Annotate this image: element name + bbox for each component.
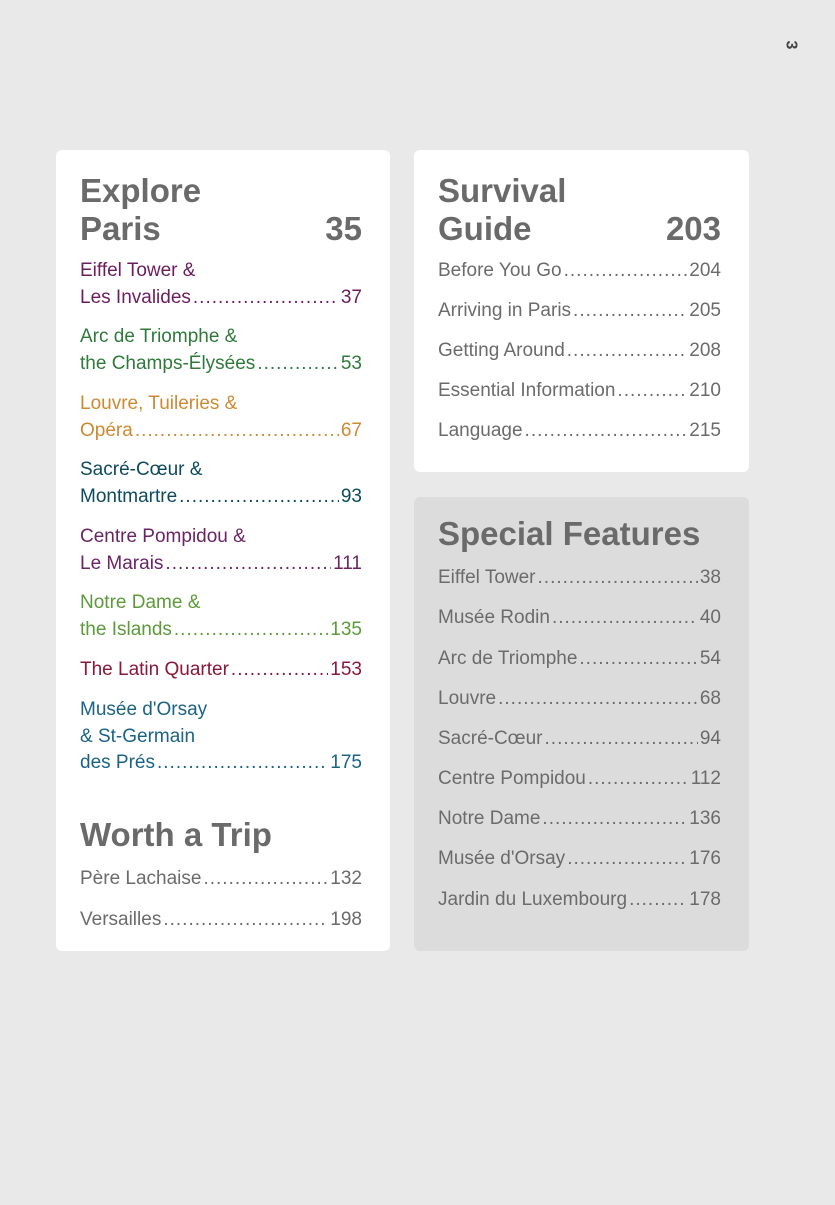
entry-page: 40 — [699, 607, 721, 628]
toc-entry-latin-quarter[interactable] — [80, 657, 362, 684]
entry-label: Language — [438, 420, 523, 441]
worth-a-trip-title: Worth a Trip — [80, 816, 272, 853]
entry-label: Eiffel Tower — [438, 567, 536, 588]
survival-heading[interactable] — [438, 172, 721, 248]
entry-page: 37 — [340, 286, 362, 308]
worth-a-trip-heading — [80, 816, 362, 854]
toc-entry-feature-pompidou[interactable] — [438, 766, 721, 793]
toc-entry-feature-louvre[interactable] — [438, 686, 721, 713]
entry-label: Louvre — [438, 688, 497, 709]
toc-entry-louvre-opera[interactable] — [80, 391, 362, 444]
toc-entry-eiffel-invalides[interactable] — [80, 258, 362, 311]
toc-entry-feature-rodin[interactable] — [438, 605, 721, 632]
entry-label-line2: the Champs-Élysées — [80, 352, 256, 374]
toc-entry-before-you-go[interactable] — [438, 258, 721, 285]
entry-page: 67 — [340, 419, 362, 441]
toc-entry-orsay-st-germain[interactable] — [80, 697, 362, 777]
entry-page: 136 — [689, 808, 721, 829]
toc-entry-feature-orsay[interactable] — [438, 846, 721, 873]
toc-entry-feature-arc[interactable] — [438, 646, 721, 673]
entry-label-line1: Musée d'Orsay — [80, 699, 208, 720]
explore-heading-line2: Paris — [80, 210, 161, 247]
toc-entry-pere-lachaise[interactable] — [80, 866, 362, 893]
entry-page: 112 — [690, 768, 721, 789]
page-number: 3 — [782, 40, 800, 50]
special-features-heading — [438, 515, 721, 553]
entry-label: Versailles — [80, 909, 162, 930]
entry-page: 53 — [340, 352, 362, 374]
entry-page: 111 — [333, 552, 362, 574]
survival-heading-line1: Survival — [438, 172, 567, 209]
entry-page: 208 — [689, 340, 721, 361]
special-features-card — [414, 497, 749, 951]
entry-label-line2: the Islands — [80, 618, 172, 640]
entry-page: 215 — [689, 420, 721, 441]
survival-guide-card — [414, 150, 749, 472]
entry-page: 175 — [330, 752, 362, 773]
toc-entry-feature-luxembourg[interactable] — [438, 887, 721, 914]
entry-page: 54 — [699, 648, 721, 669]
entry-label-line2: Montmartre — [80, 485, 178, 507]
entry-label: Notre Dame — [438, 808, 541, 829]
toc-entry-feature-notre-dame[interactable] — [438, 806, 721, 833]
toc-entry-essential-info[interactable] — [438, 378, 721, 405]
explore-paris-card — [56, 150, 390, 951]
toc-entry-feature-sacre-coeur[interactable] — [438, 726, 721, 753]
entry-page: 153 — [330, 659, 362, 680]
explore-heading-page: 35 — [325, 210, 362, 247]
toc-entry-notre-dame-islands[interactable] — [80, 590, 362, 643]
toc-entry-language[interactable] — [438, 418, 721, 445]
entry-label: Before You Go — [438, 260, 562, 281]
entry-label-line3: des Prés — [80, 752, 155, 773]
entry-label-line1: The Latin Quarter — [80, 659, 229, 680]
entry-label: Musée Rodin — [438, 607, 550, 628]
entry-label-line1: Arc de Triomphe & — [80, 326, 238, 347]
explore-heading-line1: Explore — [80, 172, 202, 209]
survival-heading-page: 203 — [665, 210, 721, 247]
entry-label-line2: Les Invalides — [80, 286, 191, 308]
entry-page: 198 — [330, 909, 362, 930]
entry-page: 94 — [699, 728, 721, 749]
entry-page: 205 — [689, 300, 721, 321]
toc-entry-sacre-coeur-montmartre[interactable] — [80, 457, 362, 510]
special-features-title: Special Features — [438, 515, 701, 552]
entry-label-line1: Louvre, Tuileries & — [80, 393, 238, 414]
entry-label-line1: Eiffel Tower & — [80, 260, 196, 281]
entry-label: Père Lachaise — [80, 868, 202, 889]
toc-entry-feature-eiffel[interactable] — [438, 565, 721, 592]
entry-label: Getting Around — [438, 340, 565, 361]
entry-page: 176 — [689, 848, 721, 869]
entry-page: 38 — [699, 567, 721, 588]
entry-label: Jardin du Luxembourg — [438, 889, 628, 910]
entry-label: Sacré-Cœur — [438, 728, 543, 749]
entry-label-line2: & St-Germain — [80, 725, 196, 747]
entry-label: Musée d'Orsay — [438, 848, 566, 869]
toc-entry-getting-around[interactable] — [438, 338, 721, 365]
entry-page: 204 — [689, 260, 721, 281]
survival-heading-line2: Guide — [438, 210, 532, 247]
entry-label-line2: Opéra — [80, 419, 133, 441]
explore-heading[interactable] — [80, 172, 362, 248]
entry-page: 178 — [689, 889, 721, 910]
entry-page: 135 — [330, 618, 362, 640]
entry-label: Arc de Triomphe — [438, 648, 578, 669]
entry-page: 210 — [689, 380, 721, 401]
entry-label: Essential Information — [438, 380, 616, 401]
entry-page: 68 — [699, 688, 721, 709]
entry-label-line2: Le Marais — [80, 552, 164, 574]
entry-label-line1: Sacré-Cœur & — [80, 459, 203, 480]
entry-page: 93 — [340, 485, 362, 507]
toc-entry-arc-champs[interactable] — [80, 324, 362, 377]
toc-entry-arriving[interactable] — [438, 298, 721, 325]
entry-page: 132 — [330, 868, 362, 889]
entry-label: Centre Pompidou — [438, 768, 586, 789]
entry-label-line1: Centre Pompidou & — [80, 526, 246, 547]
entry-label: Arriving in Paris — [438, 300, 572, 321]
toc-entry-pompidou-marais[interactable] — [80, 524, 362, 577]
toc-entry-versailles[interactable] — [80, 907, 362, 934]
entry-label-line1: Notre Dame & — [80, 592, 201, 613]
